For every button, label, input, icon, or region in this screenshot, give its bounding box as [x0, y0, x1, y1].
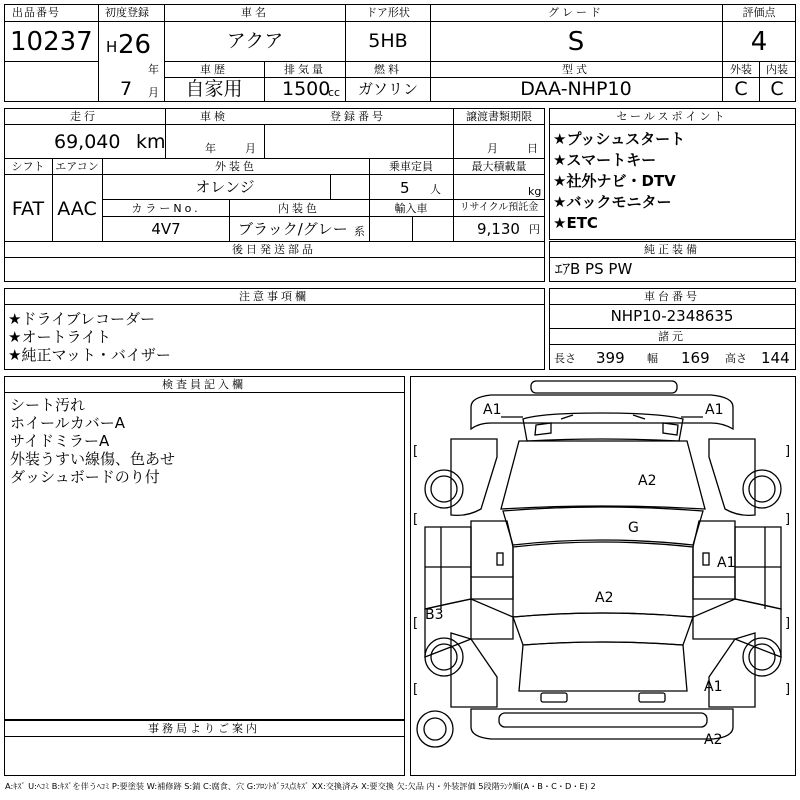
- windshield: [503, 507, 703, 545]
- recycle-label: リサイクル預託金: [459, 202, 539, 213]
- reg-month-unit: 月: [148, 86, 159, 99]
- chassis-number: NHP10-2348635: [610, 307, 734, 325]
- right-side-body: [735, 527, 781, 609]
- front-grille: [523, 413, 683, 441]
- damage-mark: A2: [595, 590, 614, 606]
- inspector-item: ホイールカバーA: [10, 414, 125, 432]
- damage-mark: A2: [638, 473, 657, 489]
- car-diagram-panel: [410, 376, 796, 776]
- inspection-year-unit: 年: [205, 142, 216, 155]
- ac-value: AAC: [57, 198, 97, 220]
- width-label: 幅: [647, 352, 658, 365]
- right-rear-quarter: [693, 599, 781, 657]
- capacity-unit: 人: [430, 183, 441, 196]
- inspector-item: 外装うすい線傷、色あせ: [10, 450, 176, 468]
- interior-label: 内装: [766, 63, 788, 76]
- notes-list: [8, 310, 171, 364]
- recycle-unit: 円: [529, 223, 540, 236]
- reg-month: 7: [120, 78, 133, 100]
- hood: [501, 441, 705, 509]
- door-label: ドア形状: [366, 6, 410, 19]
- score-value: 4: [750, 27, 768, 57]
- history-value: 自家用: [185, 78, 243, 100]
- transfer-label: 譲渡書類期限: [466, 110, 532, 123]
- shift-label: シフト: [11, 160, 45, 173]
- sales-label: セールスポイント: [616, 110, 728, 123]
- inspector-item: サイドミラーA: [10, 432, 110, 450]
- front-left-fender: [451, 439, 497, 515]
- intcolor-unit: 系: [354, 225, 365, 238]
- bracket: ]: [785, 512, 791, 527]
- transfer-month-unit: 月: [487, 142, 498, 155]
- roof-top-strip: [531, 381, 677, 393]
- sales-item: ★バックモニター: [553, 193, 672, 211]
- damage-mark: B3: [425, 607, 444, 623]
- fuel-value: ガソリン: [357, 80, 419, 98]
- front-right-fender: [709, 439, 755, 515]
- car-diagram: [411, 377, 795, 775]
- legend-text: A:ｷｽﾞ U:ﾍｺﾐ B:ｷｽﾞを伴うﾍｺﾐ P:要塗装 W:補修跡 S:錆 C:腐食、穴 G:ﾌﾛﾝﾄｶﾞﾗｽ点ｷｽﾞ XX:交換済み X:要交換 欠:欠品 内・外装評価 5段階ﾗﾝｸ順(A・B・C・D・E) 2: [5, 781, 596, 791]
- sales-item: ★スマートキー: [553, 151, 657, 169]
- front-bumper: [471, 395, 733, 429]
- bottom-strip: [499, 713, 707, 727]
- bracket: [: [413, 682, 419, 697]
- name-label: 車名: [241, 6, 269, 19]
- dims-label: 諸元: [658, 330, 686, 343]
- inspector-item: ダッシュボードのり付: [10, 468, 160, 486]
- damage-mark: A1: [705, 402, 724, 418]
- reg-label: 初度登録: [105, 6, 149, 19]
- left-side-body: [425, 527, 471, 609]
- exterior-grade: C: [734, 78, 748, 100]
- inspection-month-unit: 月: [245, 142, 256, 155]
- later-parts-label: 後日発送部品: [232, 243, 316, 256]
- shift-value: FAT: [11, 198, 45, 220]
- damage-mark: A2: [704, 732, 723, 748]
- reg-era: H: [106, 38, 118, 56]
- regno-label: 登録番号: [330, 110, 386, 123]
- load-label: 最大積載量: [471, 160, 527, 173]
- notes-label: 注意事項欄: [239, 290, 309, 303]
- displacement-value: 1500: [282, 78, 331, 100]
- capacity-label: 乗車定員: [389, 160, 433, 173]
- displacement-label: 排気量: [284, 63, 326, 76]
- ac-label: エアコン: [55, 160, 99, 173]
- grade-value: S: [567, 27, 585, 57]
- fuel-label: 燃料: [374, 63, 402, 76]
- bracket: ]: [785, 444, 791, 459]
- car-name: アクア: [226, 30, 284, 52]
- capacity-value: 5: [400, 179, 410, 197]
- chassis-label: 車台番号: [644, 290, 700, 303]
- color-value: オレンジ: [195, 178, 255, 196]
- door-value: 5HB: [368, 30, 408, 52]
- damage-mark: A1: [483, 402, 502, 418]
- intcolor-value: ブラック/グレー: [238, 220, 348, 238]
- mileage-value: 69,040: [54, 131, 121, 153]
- reg-year: 26: [118, 30, 152, 60]
- bracket: [: [413, 616, 419, 631]
- rear-window: [513, 613, 693, 645]
- score-label: 評価点: [742, 6, 776, 19]
- model-value: DAA-NHP10: [520, 78, 632, 100]
- note-item: ★ドライブレコーダー: [8, 310, 155, 328]
- bracket: [: [413, 512, 419, 527]
- mileage-unit: km: [136, 131, 166, 153]
- lot-label: 出品番号: [12, 6, 60, 19]
- rear-hatch: [519, 642, 687, 691]
- width-value: 169: [681, 349, 710, 367]
- bracket: ]: [785, 616, 791, 631]
- left-front-door: [471, 521, 513, 599]
- sales-list: [553, 129, 685, 234]
- inspector-label: 検査員記入欄: [162, 378, 246, 391]
- sales-item: ★社外ナビ・DTV: [553, 172, 676, 190]
- sales-item: ★ETC: [553, 214, 598, 232]
- grade-label: グレード: [548, 6, 604, 19]
- length-label: 長さ: [554, 352, 576, 365]
- history-label: 車歴: [200, 63, 228, 76]
- lot-number: 10237: [10, 27, 93, 57]
- transfer-day-unit: 日: [527, 142, 538, 155]
- equipment-value: ｴｱB PS PW: [555, 260, 633, 278]
- intcolor-label: 内装色: [278, 202, 320, 215]
- inspection-label: 車検: [200, 110, 228, 123]
- colorno-value: 4V7: [151, 220, 181, 238]
- damage-mark: A1: [717, 555, 736, 571]
- bracket: ]: [785, 682, 791, 697]
- colorno-label: カラーNo.: [131, 202, 201, 215]
- office-label: 事務局よりご案内: [148, 722, 260, 735]
- color-label: 外装色: [215, 160, 257, 173]
- recycle-value: 9,130: [477, 220, 520, 238]
- length-value: 399: [596, 349, 625, 367]
- height-label: 高さ: [725, 352, 747, 365]
- damage-mark: A1: [704, 679, 723, 695]
- bracket: [: [413, 444, 419, 459]
- damage-mark: G: [628, 520, 639, 536]
- height-value: 144: [761, 349, 790, 367]
- mileage-label: 走行: [70, 110, 98, 123]
- displacement-unit: cc: [328, 86, 341, 99]
- sales-item: ★プッシュスタート: [553, 130, 686, 148]
- note-item: ★純正マット・バイザー: [8, 346, 171, 364]
- reg-year-unit: 年: [148, 63, 159, 76]
- model-label: 型式: [562, 63, 590, 76]
- inspector-list: [10, 396, 175, 486]
- equipment-label: 純正装備: [644, 243, 700, 256]
- interior-grade: C: [770, 78, 784, 100]
- note-item: ★オートライト: [8, 328, 111, 346]
- exterior-label: 外装: [730, 63, 752, 76]
- import-label: 輸入車: [394, 202, 428, 215]
- inspector-item: シート汚れ: [10, 396, 86, 414]
- spare-wheel: [417, 711, 453, 747]
- load-unit: kg: [528, 185, 542, 198]
